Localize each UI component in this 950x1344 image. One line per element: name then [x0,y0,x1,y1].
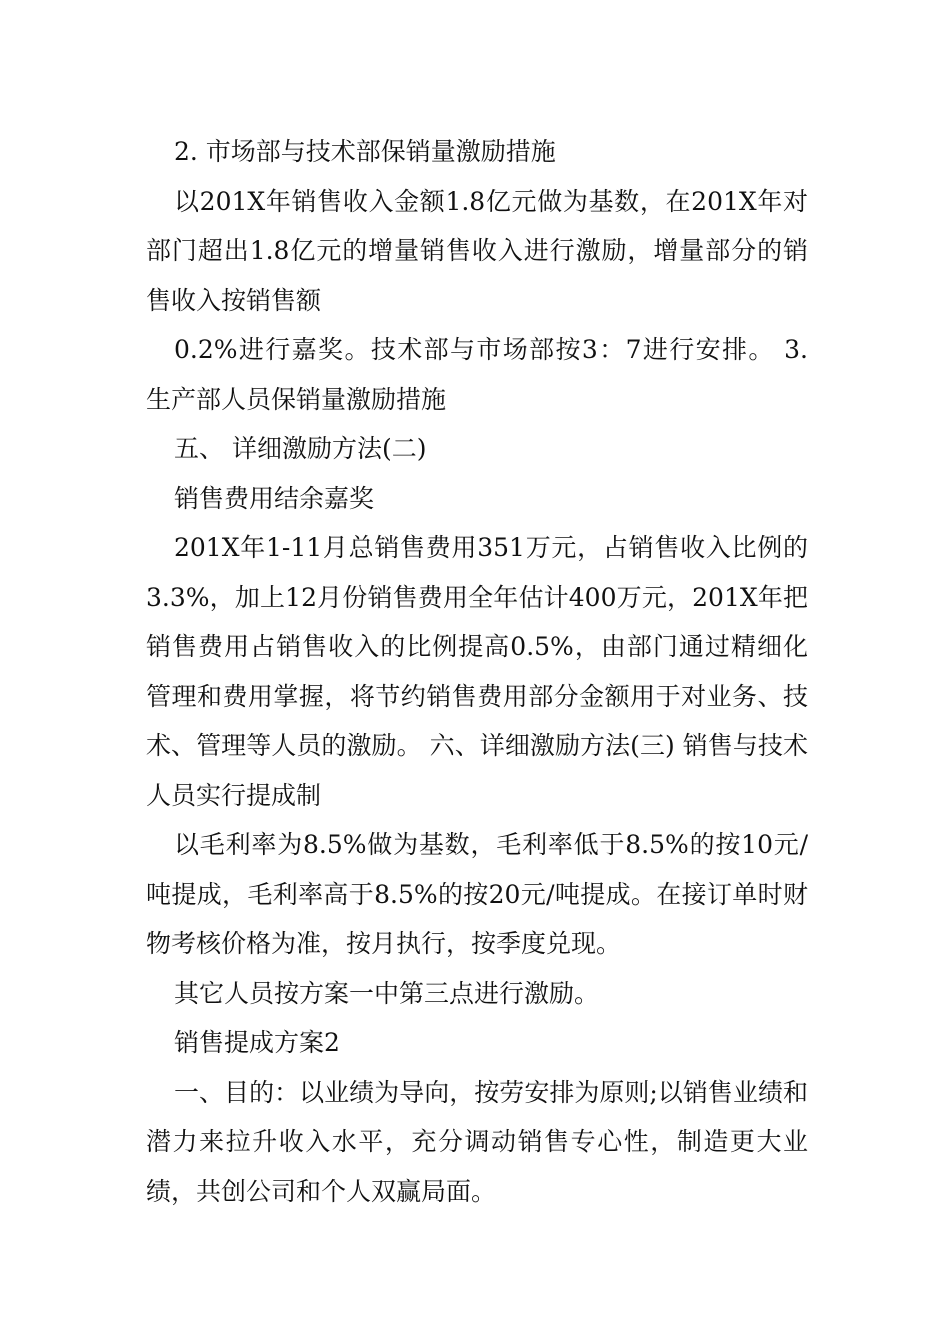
paragraph-plan-2-purpose: 一、目的：以业绩为导向，按劳安排为原则;以销售业绩和潜力来拉升收入水平，充分调动销售专心性，制造更大业绩，共创公司和个人双赢局面。 [146,1077,808,1206]
paragraph-sales-revenue-base: 以201X年销售收入金额1.8亿元做为基数，在201X年对部门超出1.8亿元的增量销售收入进行激励，增量部分的销售收入按销售额 [146,186,808,315]
section-heading-method-2: 五、 详细激励方法(二) [174,434,427,463]
paragraph-reward-ratio: 0.2%进行嘉奖。技术部与市场部按3：7进行安排。 3. 生产部人员保销量激励措施 [146,335,808,414]
paragraph-other-staff: 其它人员按方案一中第三点进行激励。 [174,978,600,1008]
paragraph-plan-2-title: 销售提成方案2 [174,1028,340,1057]
paragraph-gross-margin-commission: 以毛利率为8.5%做为基数，毛利率低于8.5%的按10元/吨提成，毛利率高于8.5%的按20元/吨提成。在接订单时财物考核价格为准，按月执行，按季度兑现。 [146,830,808,958]
paragraph-sales-expense-reward-title: 销售费用结余嘉奖 [174,483,375,513]
paragraph-sales-expense-details: 201X年1-11月总销售费用351万元，占销售收入比例的3.3%，加上12月份销售费用全年估计400万元，201X年把销售费用占销售收入的比例提高0.5%，由部门通过精细化管理和费用掌握，将节约销售费用部分金额用于对业务、技术、管理等人员的激励。 六、详细激励方法(三) 销售与技术人员实行提成制 [146,533,808,810]
paragraph-market-tech-incentive-heading: 2. 市场部与技术部保销量激励措施 [174,137,556,166]
document-body [146,127,808,1216]
